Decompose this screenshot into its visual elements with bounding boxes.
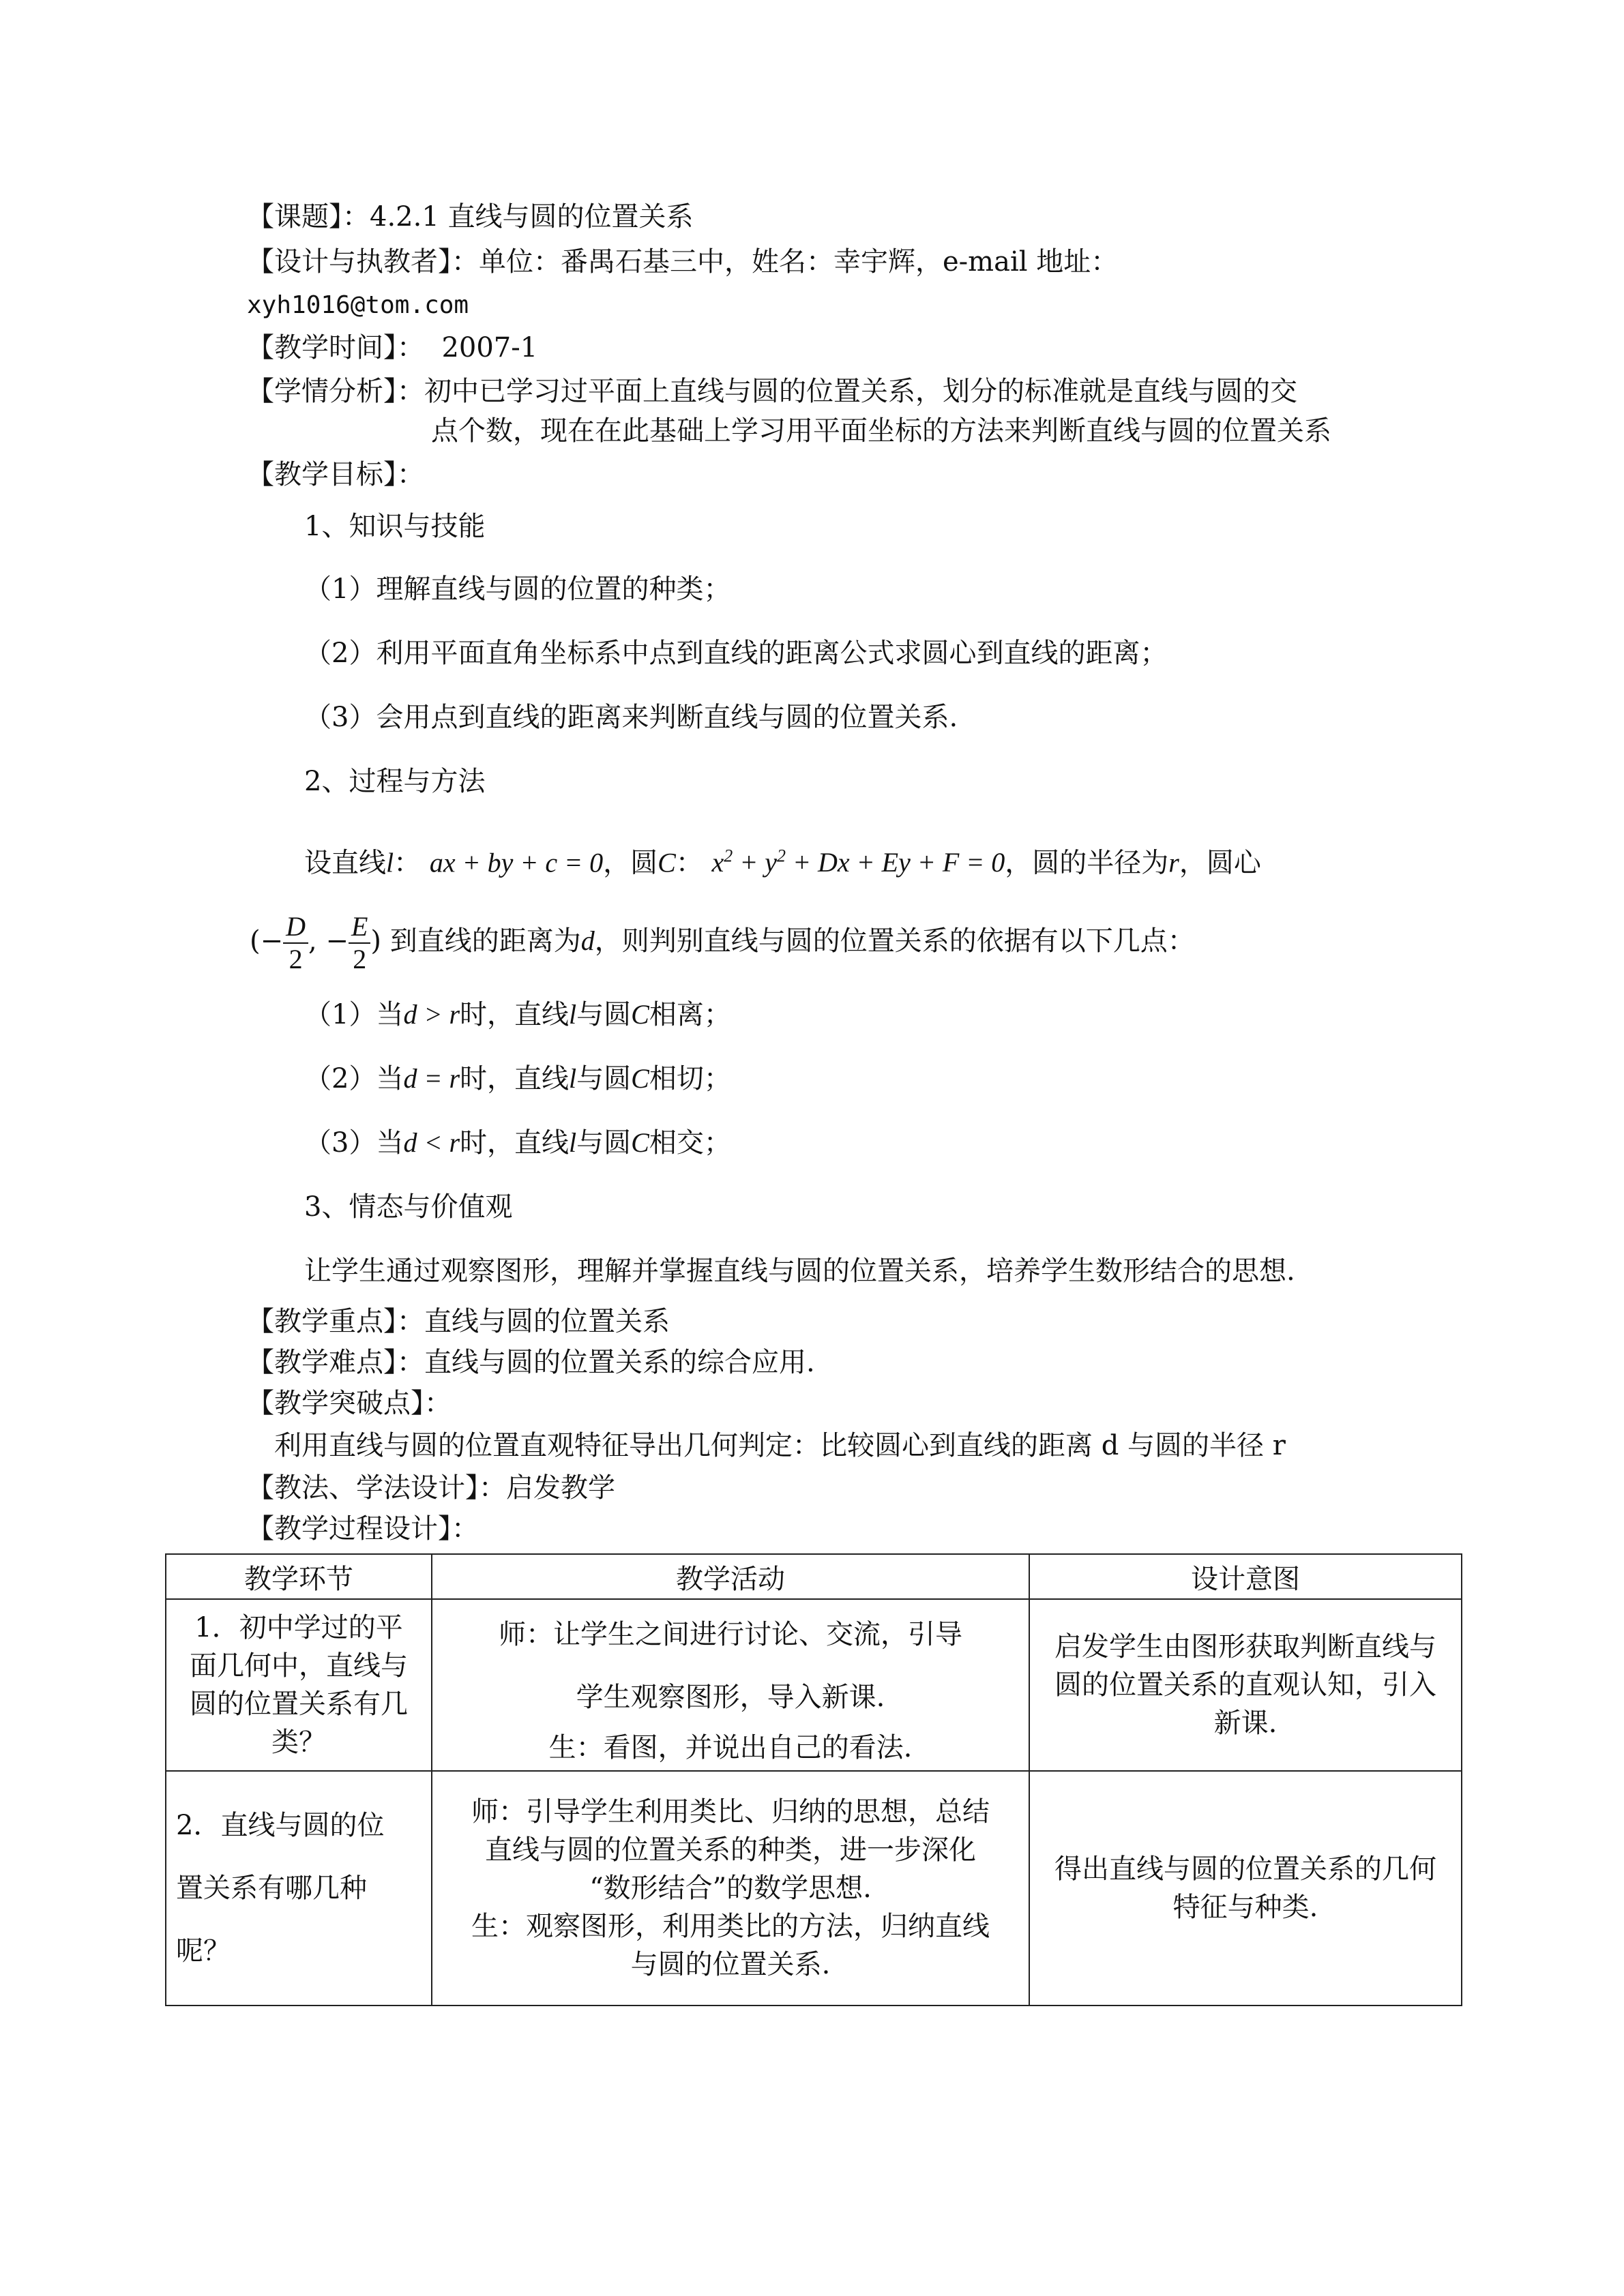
row2-activity: 师：引导学生利用类比、归纳的思想，总结 直线与圆的位置关系的种类，进一步深化 “数形结合”的数学思想. 生：观察图形，利用类比的方法，归纳直线 与圆的位置关系. [432,1771,1029,2006]
analysis-line [247,372,1297,411]
process-table [165,1553,1462,2006]
var-C: C [658,847,676,878]
goal-1-item-2: （2）利用平面直角坐标系中点到直线的距离公式求圆心到直线的距离； [304,638,1168,669]
analysis-label: 【学情分析】： [247,376,424,407]
goal-2-title: 2、过程与方法 [304,766,486,797]
time-value: 2007-1 [441,332,538,363]
fraction-E-over-2: $\frac{E}{2}$ [349,911,370,975]
var-l: l [386,847,394,878]
header-activity: 教学活动 [432,1554,1029,1599]
designer-label: 【设计与执教者】： [247,246,479,278]
formula-line-1: 设直线l： ax + by + c = 0，圆C： $x^2 + y^2 + Dx + Ey + F = 0$，圆的半径为r，圆心 [304,846,1261,879]
header-intent: 设计意图 [1029,1554,1462,1599]
header-stage: 教学环节 [166,1554,432,1599]
analysis-text-1: 初中已学习过平面上直线与圆的位置关系，划分的标准就是直线与圆的交 [424,376,1297,407]
case-3: （3）当d < r时，直线l与圆C相交； [304,1127,731,1159]
case-1: （1）当d > r时，直线l与圆C相离； [304,999,731,1030]
row2-intent: 得出直线与圆的位置关系的几何 特征与种类. [1029,1771,1462,2006]
formula-line-2: (− $\frac{D}{2}$ , − $\frac{E}{2}$ ) 到直线的距离为d，则判别直线与圆的位置关系的依据有以下几点： [250,911,1195,974]
time-line [247,329,537,367]
fraction-D-over-2: $\frac{D}{2}$ [283,911,308,975]
time-label: 【教学时间】： [247,332,424,363]
process-label: 【教学过程设计】： [247,1513,479,1545]
designer-line [247,243,1118,281]
goal-1-item-3: （3）会用点到直线的距离来判断直线与圆的位置关系. [304,702,958,733]
row1-activity: 师：让学生之间进行讨论、交流，引导 学生观察图形，导入新课. 生：看图，并说出自己的看法. [432,1599,1029,1771]
goals-label: 【教学目标】： [247,459,424,490]
analysis-text-2: 点个数，现在在此基础上学习用平面坐标的方法来判断直线与圆的位置关系 [431,415,1331,447]
breakthrough-label: 【教学突破点】： [247,1388,452,1419]
email-address: xyh1016@tom.com [247,291,469,319]
goal-3-text: 让学生通过观察图形，理解并掌握直线与圆的位置关系，培养学生数形结合的思想. [304,1255,1295,1287]
method-line: 【教法、学法设计】：启发教学 [247,1472,615,1504]
var-r: r [1168,847,1179,878]
row2-stage: 2．直线与圆的位 置关系有哪几种 呢？ [166,1771,432,2006]
designer-value: 单位：番禺石基三中，姓名：幸宇辉，e-mail 地址： [479,246,1119,278]
circle-equation: $x^2 + y^2 + Dx + Ey + F = 0$ [711,846,1005,878]
goal-1-title: 1、知识与技能 [304,511,486,542]
goal-3-title: 3、情态与价值观 [304,1191,513,1223]
difficulty-line: 【教学难点】：直线与圆的位置关系的综合应用. [247,1347,815,1378]
table-header-row [166,1554,1462,1599]
var-d: d [580,925,595,956]
topic-value: 4.2.1 直线与圆的位置关系 [370,201,694,233]
breakthrough-value: 利用直线与圆的位置直观特征导出几何判定：比较圆心到直线的距离 d 与圆的半径 r [274,1430,1286,1461]
key-point-line: 【教学重点】：直线与圆的位置关系 [247,1306,670,1337]
table-row [166,1771,1462,2006]
topic-line [247,198,694,236]
row1-stage: 1．初中学过的平 面几何中，直线与 圆的位置关系有几 类？ [166,1599,432,1771]
line-equation: ax + by + c = 0 [429,847,604,878]
case-2: （2）当d = r时，直线l与圆C相切； [304,1063,731,1094]
goal-1-item-1: （1）理解直线与圆的位置的种类； [304,573,731,605]
topic-label: 【课题】： [247,201,370,233]
table-row [166,1599,1462,1771]
row1-intent: 启发学生由图形获取判断直线与 圆的位置关系的直观认知，引入 新课. [1029,1599,1462,1771]
